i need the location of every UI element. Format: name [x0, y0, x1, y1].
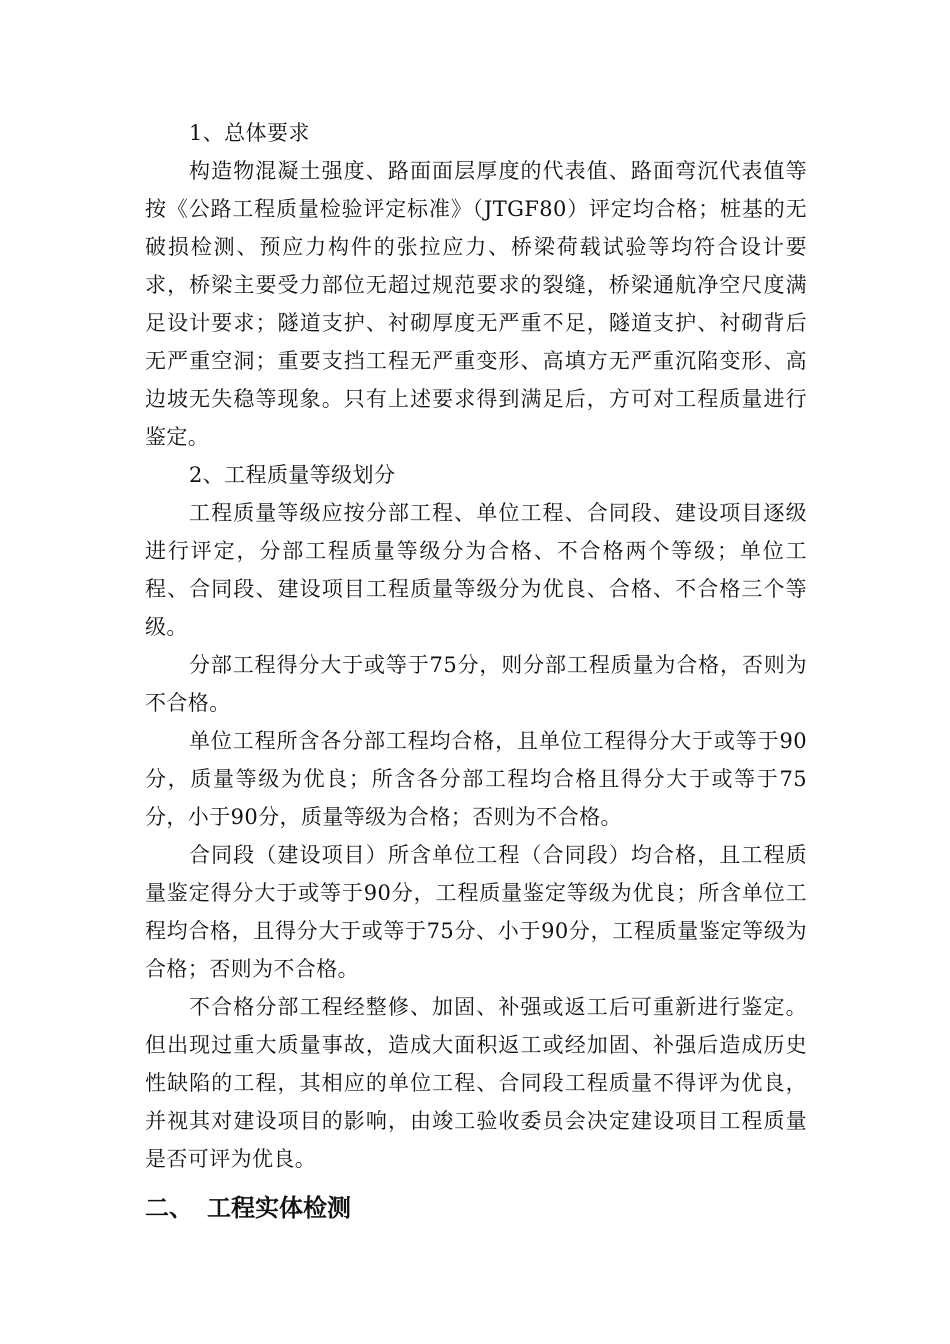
subheading-general-requirements: 1、总体要求: [189, 121, 310, 145]
paragraph-unit-project-score: 单位工程所含各分部工程均合格，且单位工程得分大于或等于90分，质量等级为优良；所含各分部工程均合格且得分大于或等于75分，小于90分，质量等级为合格；否则为不合格。: [145, 729, 807, 829]
paragraph-general-requirements: 构造物混凝土强度、路面面层厚度的代表值、路面弯沉代表值等按《公路工程质量检验评定标准》（JTGF80）评定均合格；桩基的无破损检测、预应力构件的张拉应力、桥梁荷载试验等均符合设计要求，桥梁主要受力部位无超过规范要求的裂缝，桥梁通航净空尺度满足设计要求；隧道支护、衬砌厚度无严重不足，隧道支护、衬砌背后无严重空洞；重要支挡工程无严重变形、高填方无严重沉陷变形、高边坡无失稳等现象。只有上述要求得到满足后，方可对工程质量进行鉴定。: [145, 159, 807, 449]
paragraph-subdivision-score: 分部工程得分大于或等于75分，则分部工程质量为合格，否则为不合格。: [145, 653, 807, 715]
document-page: [145, 114, 807, 1228]
paragraph-contract-section-score: 合同段（建设项目）所含单位工程（合同段）均合格，且工程质量鉴定得分大于或等于90分，工程质量鉴定等级为优良；所含单位工程均合格，且得分大于或等于75分、小于90分，工程质量鉴定等级为合格；否则为不合格。: [145, 843, 807, 981]
section-heading-title: 工程实体检测: [207, 1194, 351, 1222]
section-heading: [145, 1188, 807, 1228]
section-heading-number: 二、: [145, 1194, 193, 1222]
paragraph-nonconforming-rework: 不合格分部工程经整修、加固、补强或返工后可重新进行鉴定。但出现过重大质量事故，造成大面积返工或经加固、补强后造成历史性缺陷的工程，其相应的单位工程、合同段工程质量不得评为优良，并视其对建设项目的影响，由竣工验收委员会决定建设项目工程质量是否可评为优良。: [145, 995, 807, 1171]
paragraph-grade-levels: 工程质量等级应按分部工程、单位工程、合同段、建设项目逐级进行评定，分部工程质量等级分为合格、不合格两个等级；单位工程、合同段、建设项目工程质量等级分为优良、合格、不合格三个等级。: [145, 501, 807, 639]
subheading-quality-grade-division: 2、工程质量等级划分: [189, 463, 396, 487]
